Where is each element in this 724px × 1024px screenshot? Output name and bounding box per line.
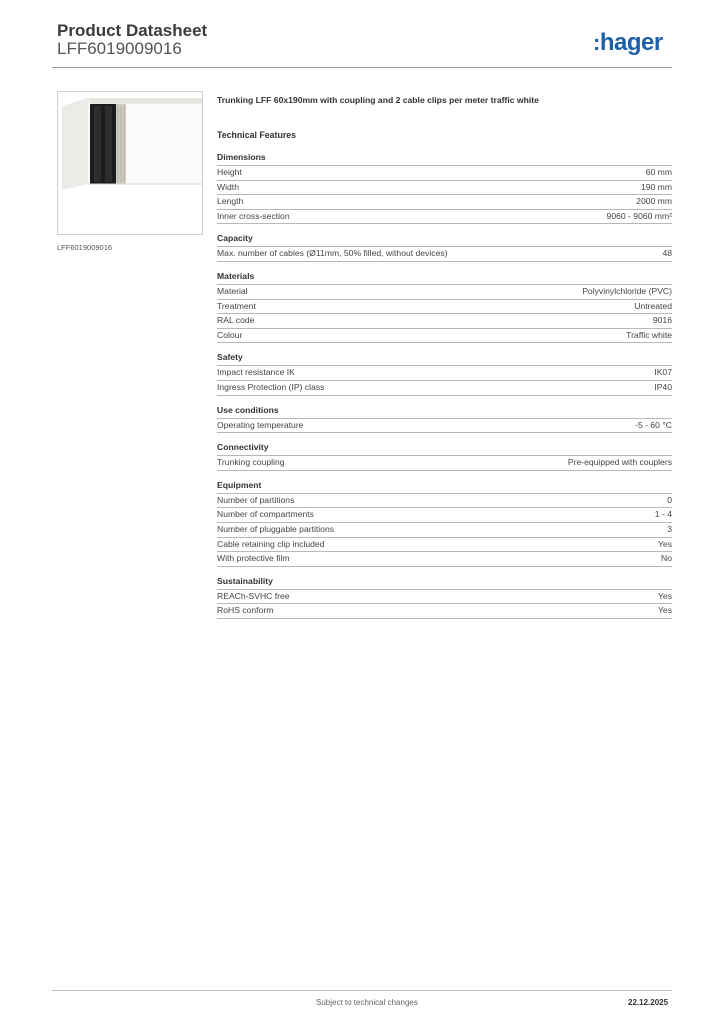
product-reference: LFF6019009016 <box>57 39 182 58</box>
spec-label: Width <box>217 181 239 192</box>
spec-row <box>217 381 672 396</box>
spec-label: Number of compartments <box>217 509 314 520</box>
spec-row <box>217 329 672 344</box>
header-divider <box>52 67 672 68</box>
spec-label: Treatment <box>217 300 256 311</box>
spec-row <box>217 508 672 523</box>
spec-row <box>217 314 672 329</box>
spec-value: Pre-equipped with couplers <box>567 457 672 468</box>
spec-value: 9016 <box>652 315 672 326</box>
section-title: Sustainability <box>217 576 672 590</box>
spec-section <box>217 442 672 471</box>
section-title: Use conditions <box>217 405 672 419</box>
spec-label: Number of pluggable partitions <box>217 523 335 534</box>
spec-label: Number of partitions <box>217 494 295 505</box>
spec-section <box>217 576 672 619</box>
spec-value: 1 - 4 <box>654 509 672 520</box>
spec-row <box>217 456 672 471</box>
spec-value: Untreated <box>634 300 672 311</box>
spec-value: Yes <box>657 590 672 601</box>
spec-row <box>217 523 672 538</box>
spec-label: RAL code <box>217 315 255 326</box>
spec-value: 2000 mm <box>636 196 672 207</box>
spec-value: 3 <box>667 523 672 534</box>
spec-value: Yes <box>657 605 672 616</box>
footer-note: Subject to technical changes <box>316 998 418 1007</box>
spec-section <box>217 405 672 434</box>
section-title: Safety <box>217 352 672 366</box>
spec-value: 190 mm <box>640 181 672 192</box>
footer-divider <box>52 990 672 991</box>
spec-value: -5 - 60 °C <box>635 419 672 430</box>
spec-row <box>217 552 672 567</box>
spec-label: REACh-SVHC free <box>217 590 290 601</box>
spec-label: Impact resistance IK <box>217 367 295 378</box>
spec-row <box>217 590 672 605</box>
spec-value: No <box>661 553 672 564</box>
spec-value: IK07 <box>654 367 672 378</box>
section-title: Connectivity <box>217 442 672 456</box>
section-title: Capacity <box>217 233 672 247</box>
spec-section <box>217 233 672 262</box>
spec-row <box>217 285 672 300</box>
logo-dots: : <box>593 30 600 55</box>
spec-label: RoHS conform <box>217 605 274 616</box>
spec-label: Height <box>217 167 242 177</box>
spec-row <box>217 494 672 509</box>
technical-features-heading: Technical Features <box>217 130 297 140</box>
product-title: Trunking LFF 60x190mm with coupling and 2 cable clips per meter traffic white <box>217 95 539 105</box>
spec-value: Yes <box>657 538 672 549</box>
spec-section <box>217 152 672 224</box>
spec-value: 60 mm <box>645 167 672 177</box>
spec-label: With protective film <box>217 553 290 564</box>
spec-label: Material <box>217 285 248 296</box>
spec-row <box>217 604 672 619</box>
spec-label: Inner cross-section <box>217 210 290 221</box>
spec-row <box>217 195 672 210</box>
spec-label: Trunking coupling <box>217 457 285 468</box>
spec-section <box>217 271 672 343</box>
spec-row <box>217 181 672 196</box>
page-title: Product Datasheet <box>57 21 208 40</box>
spec-value: IP40 <box>654 381 672 392</box>
spec-value: 0 <box>667 494 672 505</box>
logo-text: hager <box>599 29 663 56</box>
spec-label: Length <box>217 196 244 207</box>
spec-row <box>217 419 672 434</box>
product-image <box>57 91 203 235</box>
spec-section <box>217 480 672 567</box>
spec-row <box>217 366 672 381</box>
spec-label: Cable retaining clip included <box>217 538 325 549</box>
spec-row <box>217 247 672 262</box>
image-caption: LFF6019009016 <box>57 243 113 252</box>
spec-row <box>217 300 672 315</box>
section-title: Materials <box>217 271 672 285</box>
spec-row <box>217 166 672 181</box>
spec-value: Traffic white <box>626 329 672 340</box>
spec-sections <box>217 152 672 619</box>
spec-row <box>217 538 672 553</box>
spec-label: Ingress Protection (IP) class <box>217 381 325 392</box>
spec-row <box>217 210 672 225</box>
spec-section <box>217 352 672 395</box>
spec-label: Operating temperature <box>217 419 304 430</box>
spec-label: Colour <box>217 329 243 340</box>
spec-value: 9060 - 9060 mm² <box>606 210 672 221</box>
spec-value: Polyvinylchloride (PVC) <box>582 285 672 296</box>
trunking-illustration <box>58 92 203 235</box>
footer-date: 22.12.2025 <box>628 998 669 1007</box>
section-title: Dimensions <box>217 152 672 166</box>
spec-label: Max. number of cables (Ø11mm, 50% filled, without devices) <box>217 248 448 259</box>
datasheet-content <box>217 95 672 628</box>
hager-logo <box>593 29 663 57</box>
section-title: Equipment <box>217 480 672 494</box>
spec-value: 48 <box>662 248 672 259</box>
